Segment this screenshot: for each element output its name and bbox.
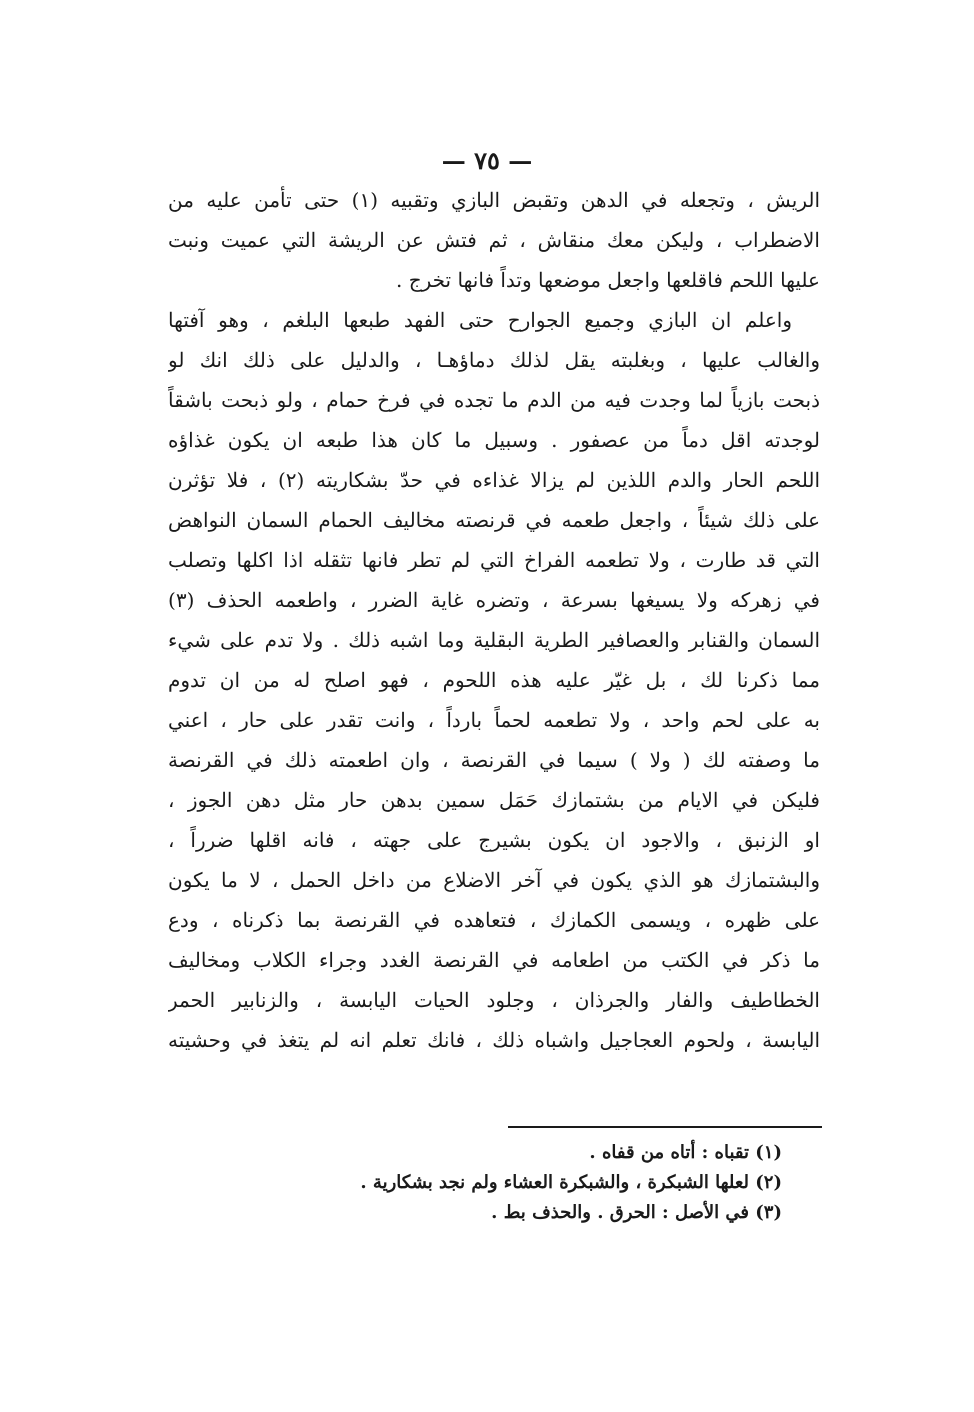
text-line: فليكن في الايام من بشتمازك حَمَل سمين بدهن حار مثل دهن الجوز ، [168,788,820,812]
text-line: او الزنبق ، والاجود ان يكون بشيرج على جهته ، فانه اقلها ضرراً ، [168,828,820,852]
text-line: والبشتمازك هو الذي يكون في آخر الاضلاع من داخل الحمل ، لا ما يكون [168,868,820,892]
text-line: على ظهره ، ويسمى الكمازك ، فتعاهده في القرنصة بما ذكرناه ، ودع [168,908,820,932]
text-line: اليابسة ، ولحوم العجاجيل واشباه ذلك ، فانك تعلم انه لم يتغذ في وحشيته [168,1028,820,1052]
text-line: اللحم الحار والدم اللذين لم يزالا غذاءه في حدّ بشكاريته (٢) ، فلا تؤثرن [168,468,820,492]
text-line: في زهركه ولا يسيغها بسرعة ، وتضره غاية الضرر ، واطعمه الحذف (٣) [168,588,820,612]
footnote-3: (٣) في الأصل : الحرق . والحذف بط . [491,1202,782,1223]
footnote-1: (١) تقباه : أتاه من قفاه . [589,1142,782,1163]
text-line: والغالب عليها ، وبغلبته يقل لذلك دماؤهـا ، والدليل على ذلك انك لو [168,348,820,372]
text-line: ما وصفته لك ( ولا ) سيما في القرنصة ، وان اطعمته ذلك في القرنصة [168,748,820,772]
text-line: السمان والقنابر والعصافير الطرية البقلية وما اشبه ذلك . ولا تدم على شيء [168,628,820,652]
page-number: — ٧٥ — [441,146,533,175]
footnote-divider [508,1126,822,1128]
footnote-2: (٢) لعلها الشبكرة ، والشبكرة العشاء ولم نجد بشكارية . [360,1172,782,1193]
text-line: مما ذكرنا لك ، بل غيّر عليه هذه اللحوم ، فهو اصلح له من ان تدوم [168,668,820,692]
text-line: به على لحم واحد ، ولا تطعمه لحماً بارداً ، وانت تقدر على حار ، اعني [168,708,820,732]
text-line: ما ذكر في الكتب من اطعامه في القرنصة الغدد وجراء الكلاب ومخاليف [168,948,820,972]
text-line: عليها اللحم فاقلعها واجعل موضعها وتداً فانها تخرج . [395,268,820,292]
text-line: لوجدته اقل دماً من عصفور . وسبيل ما كان هذا طبعه ان يكون غذاؤه [168,428,820,452]
text-line: التي قد طارت ، ولا تطعمه الفراخ التي لم تطر فانها تثقله اذا اكلها وتصلب [168,548,820,572]
text-line: الخطاطيف والفار والجرذان ، وجلود الحيات اليابسة ، والزنابير الحمر [168,988,820,1012]
body-text [168,180,820,1060]
text-line: الريش ، وتجعله في الدهن وتقبض البازي وتقبيه (١) حتى تأمن عليه من [168,188,820,212]
text-line: واعلم ان البازي وجميع الجوارح حتى الفهد طبعها البلغم ، وهو آفتها [168,308,792,332]
text-line: ذبحت بازياً لما وجدت فيه من الدم ما تجده في فرخ حمام ، ولو ذبحت باشقاً [168,388,820,412]
footnotes [260,1138,782,1228]
text-line: الاضطراب ، وليكن معك منقاش ، ثم فتش عن الريشة التي عميت ونبت [168,228,820,252]
text-line: على ذلك شيئاً ، واجعل طعمه في قرنصته مخاليف الحمام السمان النواهض [168,508,820,532]
